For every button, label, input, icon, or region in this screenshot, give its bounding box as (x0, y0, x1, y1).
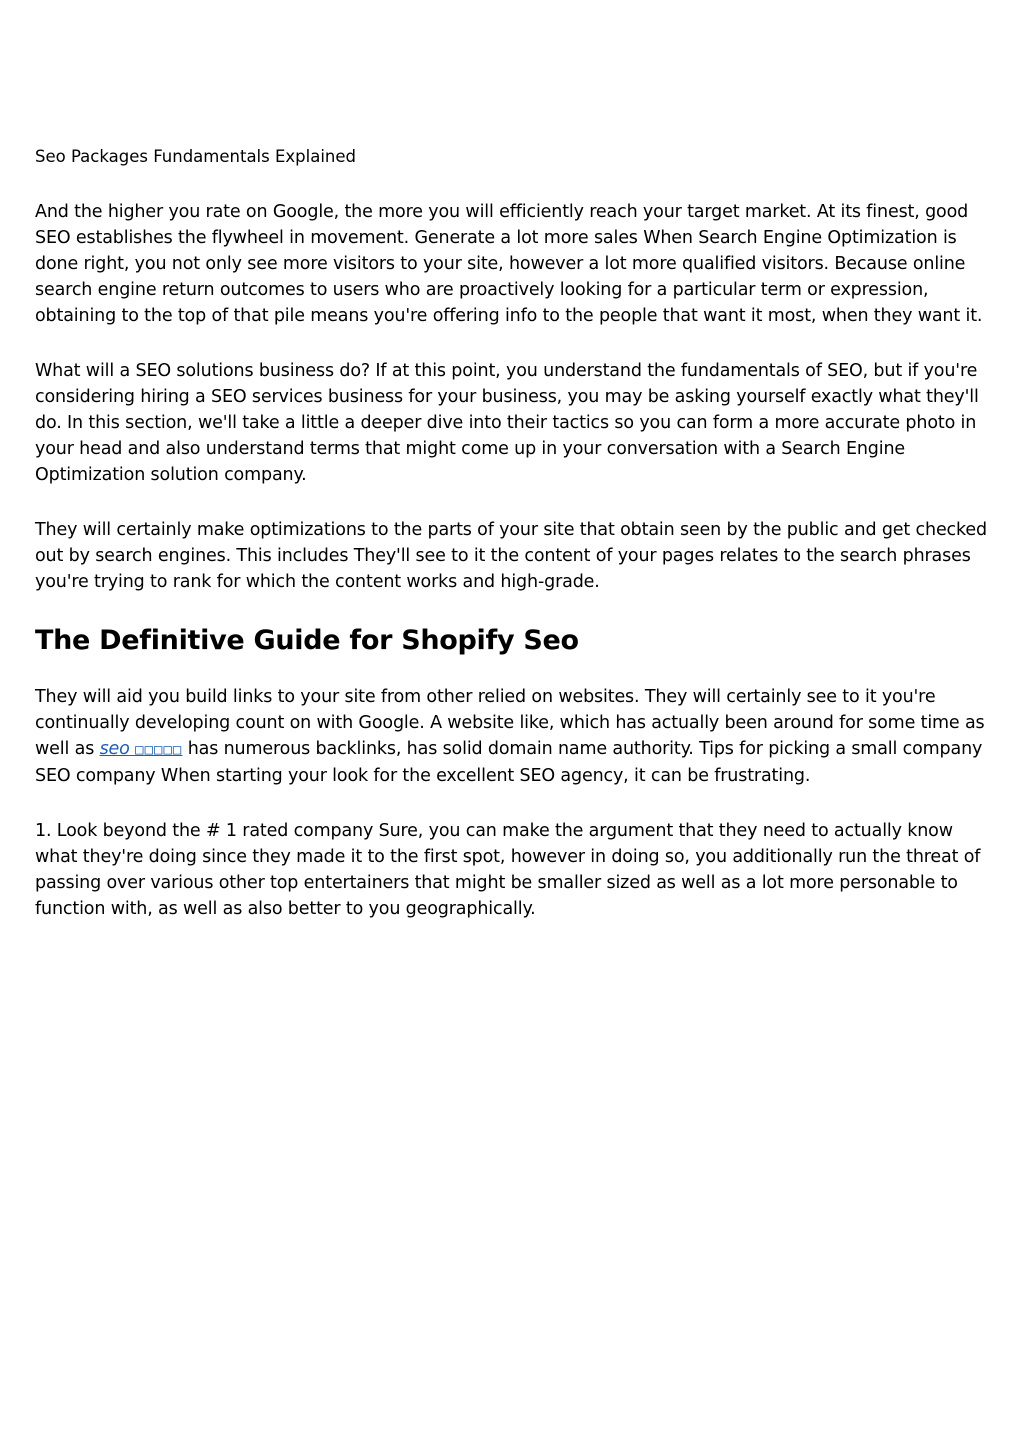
seo-link[interactable] (100, 739, 183, 759)
paragraph-intro: And the higher you rate on Google, the more you will efficiently reach your target market. At its finest, good SEO establishes the flywheel in movement. Generate a lot more sales When Search Engine Optimization is done right, you not only see more visitors to your site, however a lot more qualified visitors. Because online search engine return outcomes to users who are proactively looking for a particular term or expression, obtaining to the top of that pile means you're offering info to the people that want it most, when they want it. (35, 202, 983, 326)
section-heading: The Definitive Guide for Shopify Seo (35, 625, 579, 656)
paragraph-optimizations: They will certainly make optimizations to the parts of your site that obtain seen by the public and get checked out by search engines. This includes They'll see to it the content of your pages relates to the search phrases you're trying to rank for which the content works and high-grade. (35, 520, 987, 592)
document-page (35, 144, 995, 951)
paragraph-backlinks-after: has numerous backlinks, has solid domain name authority. Tips for picking a small company SEO company When starting your look for the excellent SEO agency, it can be frustrating. (35, 739, 983, 786)
paragraph-seo-solutions: What will a SEO solutions business do? If at this point, you understand the fundamentals of SEO, but if you're considering hiring a SEO services business for your business, you may be asking yourself exactly what they'll do. In this section, we'll take a little a deeper dive into their tactics so you can form a more accurate photo in your head and also understand terms that might come up in your conversation with a Search Engine Optimization solution company. (35, 361, 979, 485)
paragraph-look-beyond: 1. Look beyond the # 1 rated company Sure, you can make the argument that they need to actually know what they're doing since they made it to the first spot, however in doing so, you additionally run the threat of passing over various other top entertainers that might be smaller sized as well as a lot more personable to function with, as well as also better to you geographically. (35, 821, 981, 919)
document-title: Seo Packages Fundamentals Explained (35, 147, 357, 166)
seo-link-text: seo (99, 739, 130, 759)
seo-link-glyphs: □□□□□ (135, 742, 183, 758)
paragraph-backlinks-before: They will aid you build links to your site from other relied on websites. They will certainly see to it you're continually developing count on with Google. A website like, which has actually been around for some time as well as (35, 687, 985, 759)
paragraph-backlinks (35, 684, 995, 789)
